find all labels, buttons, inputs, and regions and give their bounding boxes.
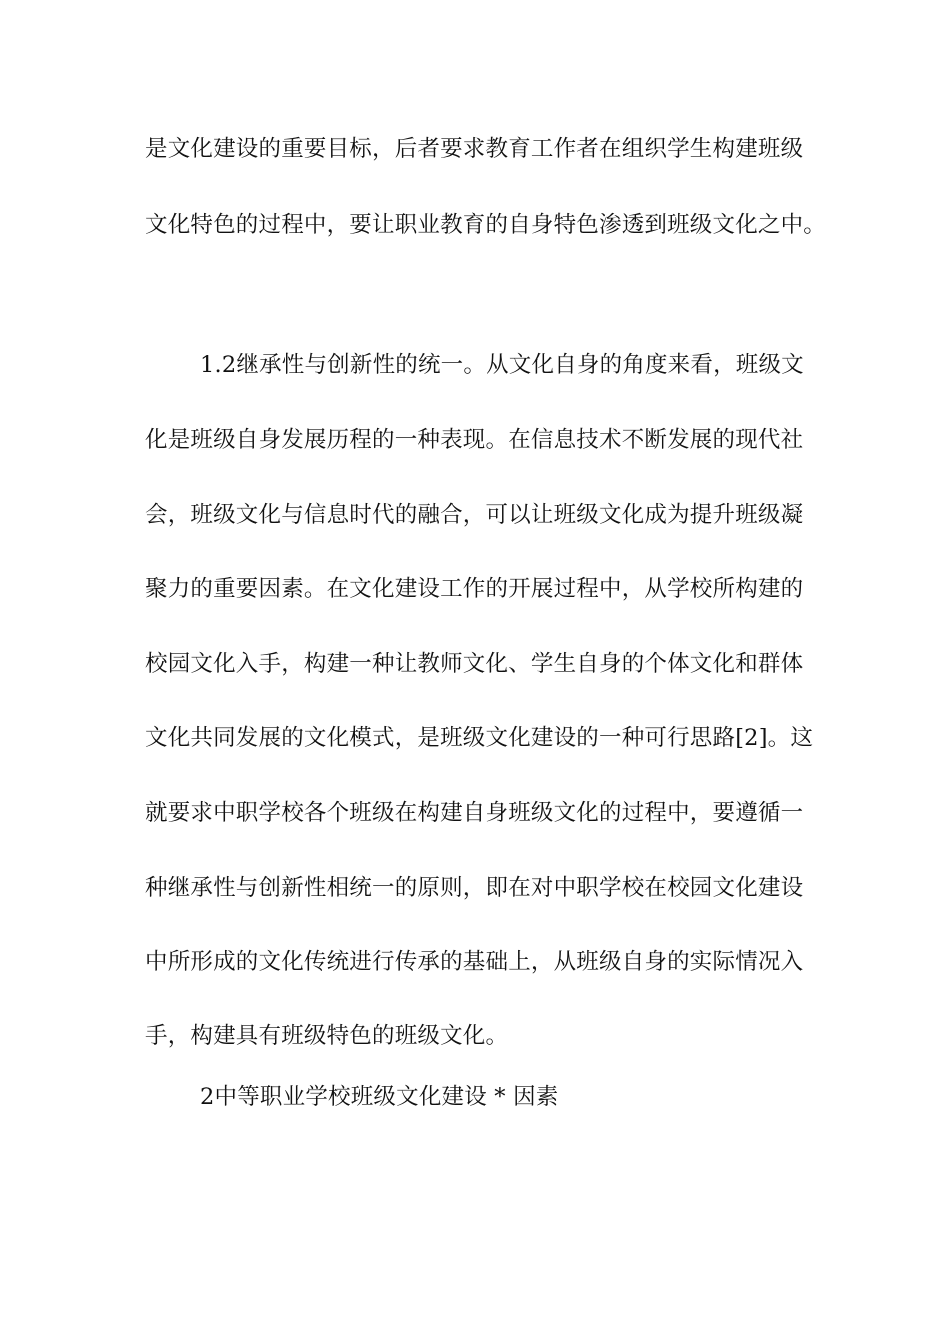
- text-line: 种继承性与创新性相统一的原则，即在对中职学校在校园文化建设: [145, 875, 804, 901]
- text-line: 是文化建设的重要目标，后者要求教育工作者在组织学生构建班级: [145, 136, 804, 162]
- text-line: 就要求中职学校各个班级在构建自身班级文化的过程中，要遵循一: [145, 800, 804, 826]
- text-line: 化是班级自身发展历程的一种表现。在信息技术不断发展的现代社: [145, 427, 804, 453]
- text-line: 会，班级文化与信息时代的融合，可以让班级文化成为提升班级凝: [145, 502, 804, 528]
- text-line: 中所形成的文化传统进行传承的基础上，从班级自身的实际情况入: [145, 949, 804, 975]
- section-heading: 2中等职业学校班级文化建设 * 因素: [200, 1084, 559, 1110]
- text-line: 1.2继承性与创新性的统一。从文化自身的角度来看，班级文: [200, 352, 804, 378]
- text-line: 文化共同发展的文化模式，是班级文化建设的一种可行思路[2]。这: [145, 725, 814, 751]
- text-line: 文化特色的过程中，要让职业教育的自身特色渗透到班级文化之中。: [145, 212, 827, 238]
- text-line: 聚力的重要因素。在文化建设工作的开展过程中，从学校所构建的: [145, 576, 804, 602]
- text-line: 手，构建具有班级特色的班级文化。: [145, 1023, 509, 1049]
- text-line: 校园文化入手，构建一种让教师文化、学生自身的个体文化和群体: [145, 651, 804, 677]
